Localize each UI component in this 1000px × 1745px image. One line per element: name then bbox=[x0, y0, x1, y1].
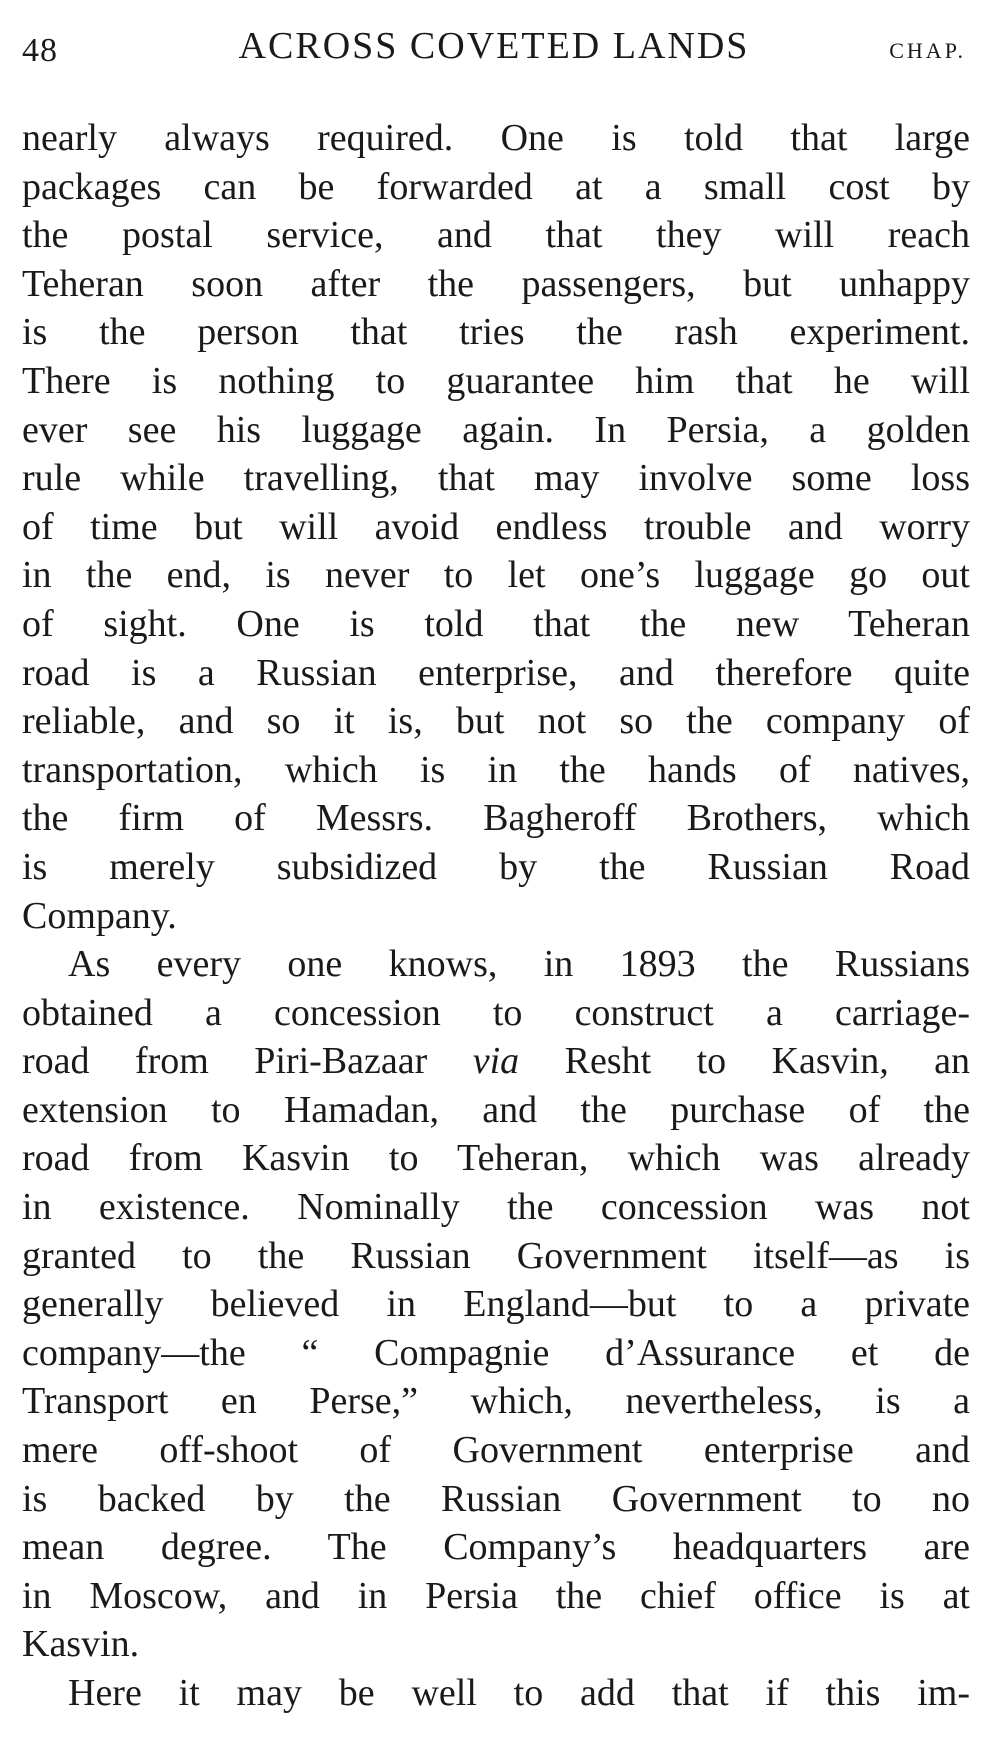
text-line: is backed by the Russian Government to no bbox=[22, 1477, 970, 1520]
text-line: Here it may be well to add that if this im- bbox=[68, 1672, 970, 1714]
text-line bbox=[22, 1037, 970, 1086]
page-number: 48 bbox=[22, 32, 58, 69]
text-line: rule while travelling, that may involve some loss bbox=[22, 457, 970, 500]
text-line: in existence. Nominally the concession was not bbox=[22, 1186, 970, 1229]
running-head bbox=[22, 24, 966, 80]
text-line: the postal service, and that they will reach bbox=[22, 214, 970, 257]
text-line: is merely subsidized by the Russian Road bbox=[22, 845, 970, 888]
text-line: of time but will avoid endless trouble and worry bbox=[22, 505, 970, 548]
text-line: Teheran soon after the passengers, but unhappy bbox=[22, 262, 970, 305]
text-line: obtained a concession to construct a carriage- bbox=[22, 991, 970, 1034]
body-text bbox=[22, 114, 970, 1718]
text-line: is the person that tries the rash experiment. bbox=[22, 311, 970, 354]
text-segment: road from Piri-Bazaar bbox=[22, 1040, 428, 1083]
book-title: ACROSS COVETED LANDS bbox=[238, 25, 750, 67]
text-line: ever see his luggage again. In Persia, a golden bbox=[22, 408, 970, 451]
text-line: in the end, is never to let one’s luggage go out bbox=[22, 554, 970, 597]
text-segment: Resht to Kasvin, an bbox=[564, 1040, 971, 1083]
text-line: company—the “ Compagnie d’Assurance et de bbox=[22, 1331, 970, 1374]
text-line: Company. bbox=[22, 894, 177, 937]
text-line: As every one knows, in 1893 the Russians bbox=[68, 943, 970, 986]
text-line: road from Kasvin to Teheran, which was already bbox=[22, 1137, 970, 1180]
text-line: generally believed in England—but to a private bbox=[22, 1283, 970, 1326]
text-line: Transport en Perse,” which, nevertheless, is a bbox=[22, 1380, 970, 1423]
text-line: mere off-shoot of Government enterprise and bbox=[22, 1429, 970, 1472]
text-line: road is a Russian enterprise, and therefore quite bbox=[22, 651, 970, 694]
text-line: transportation, which is in the hands of natives, bbox=[22, 748, 970, 791]
text-line: of sight. One is told that the new Teheran bbox=[22, 602, 970, 645]
text-line: Kasvin. bbox=[22, 1623, 140, 1666]
italic-word: via bbox=[472, 1040, 520, 1083]
text-line: nearly always required. One is told that large bbox=[22, 117, 970, 159]
text-line: the firm of Messrs. Bagheroff Brothers, which bbox=[22, 797, 970, 840]
text-line: in Moscow, and in Persia the chief office is at bbox=[22, 1574, 970, 1617]
text-line: extension to Hamadan, and the purchase of the bbox=[22, 1088, 970, 1131]
chapter-mark: CHAP. bbox=[889, 38, 966, 63]
text-line: There is nothing to guarantee him that he will bbox=[22, 359, 970, 402]
text-line: reliable, and so it is, but not so the company of bbox=[22, 700, 970, 743]
text-line: granted to the Russian Government itself—as is bbox=[22, 1234, 970, 1277]
text-line: mean degree. The Company’s headquarters are bbox=[22, 1526, 970, 1569]
text-line: packages can be forwarded at a small cost by bbox=[22, 165, 970, 208]
